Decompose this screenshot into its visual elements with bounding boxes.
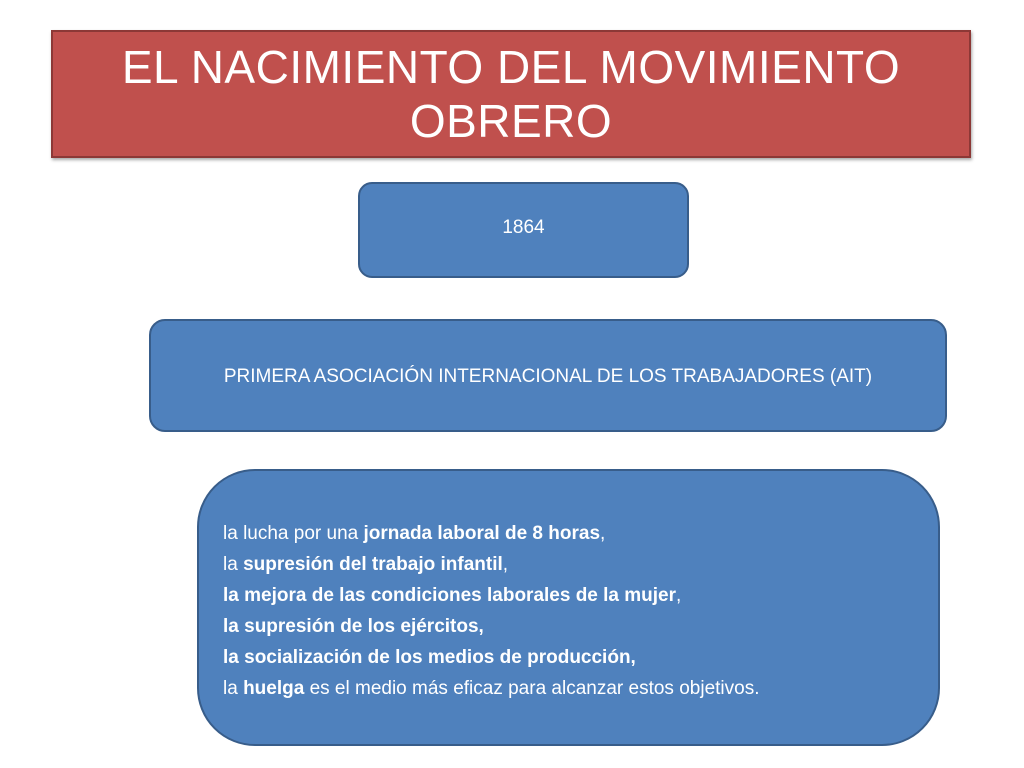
title-line-2: OBRERO: [409, 95, 613, 147]
year-node: [358, 182, 689, 278]
goals-list: [223, 518, 759, 704]
goal-item: la mejora de las condiciones laborales de la mujer,: [223, 585, 682, 606]
goals-node: [197, 469, 940, 746]
organization-label: PRIMERA ASOCIACIÓN INTERNACIONAL DE LOS TRABAJADORES (AIT): [223, 365, 873, 387]
goal-item: la lucha por una jornada laboral de 8 horas,: [223, 523, 606, 544]
title-banner: [51, 30, 971, 158]
goal-item: la supresión del trabajo infantil,: [223, 554, 509, 575]
goal-item: la huelga es el medio más eficaz para alcanzar estos objetivos.: [223, 678, 760, 699]
goal-item: la supresión de los ejércitos,: [223, 616, 484, 637]
year-label: 1864: [502, 217, 545, 238]
organization-node: [149, 319, 947, 432]
goal-item: la socialización de los medios de producción,: [223, 647, 636, 668]
title-line-1: EL NACIMIENTO DEL MOVIMIENTO: [121, 41, 901, 93]
